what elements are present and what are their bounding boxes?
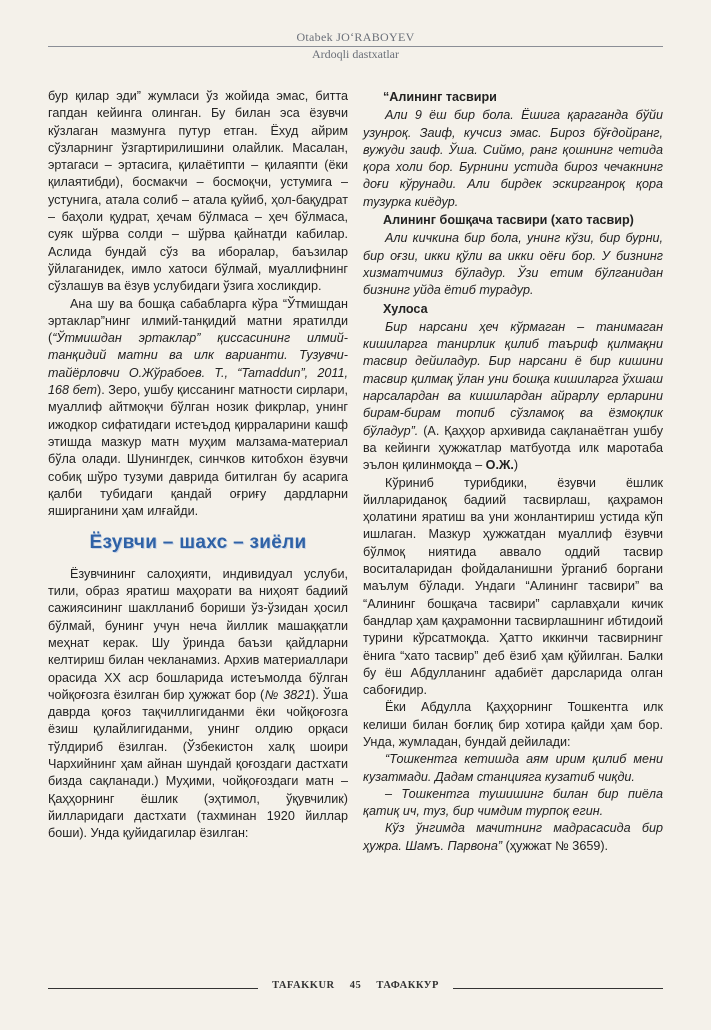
subheading-ali-other-portrait: Алининг бошқача тасвири (хато тасвир): [383, 213, 634, 228]
left-column: [48, 88, 348, 842]
paragraph-2: Ана шу ва бошқа сабабларга кўра “Ўтмишдан эртаклар”нинг илмий-танқидий матни яратилди (“Ўтмишдан эртаклар” қиссасининг илмий-танқидий матни ва илк варианти. Тузувчи-тайёрловчи О.Жўрабоев. Т., “Tamaddun”, 2011, 168 бет). Зеро, ушбу қиссанинг матности сирлари, муаллиф айтмоқчи бўлган нозик фикрлар, унинг ижодкор сифатидаги истеъдод қирраларини кашф этишда мазкур матн муҳим малзама-материал бўла олади. Шунингдек, синчков китобхон ёзувчи собиқ шўро тузуми даврида битилган бу асарига қалби тубидаги қандай оғриғу дардларни яширганини ҳам илғайди.: [48, 296, 348, 519]
ali-portrait-text: Али 9 ёш бир бола. Ёшига қараганда бўйи узунроқ. Заиф, кучсиз эмас. Бироз бўғдойранг, вужуди заиф. Ўша. Сиймо, ранг қошнинг четида қора холи бор. Бурнини устида бироз чечакнинг доғи кўрунади. Али бирдек эскирганроқ қора тузурка киёдур.: [363, 108, 663, 209]
quote-3: Кўз ўнгимда мачитнинг мадрасасида бир ҳужра. Шамъ. Парвона” (ҳужжат № 3659).: [363, 821, 663, 853]
footer-rule-right: [453, 988, 663, 989]
footer-left-word: TAFAKKUR: [272, 980, 335, 991]
subheading-ali-portrait: “Алининг тасвири: [383, 90, 497, 104]
paragraph-1: бур қилар эди” жумласи ўз жойида эмас, битта гапдан кейинга олинган. Бу билан эса ёзувчи кўзлаган мазмунга путур етган. Ёхуд айрим сўзларнинг ўзгартирилишини олайлик. Масалан, эртагаси – эртасига, қилаётипти – қилаяпти (ёки қилаятибди), босмакчи – босмоқчи, устумига – устунига, атала солиб – атала қуйиб, ҳол-бақудрат – баҳоли қудрат, ҳечам бўлмаса – ҳеч бўлмаса, суяк шўрва солди – шўрва қайнатди кабилар. Аслида бундай сўз ва иборалар, баъзилар ўйлаганидек, имло хатоси бўлмай, муаллифнинг сўзлашув ва ёзув услубидаги ўзига хосликдир.: [48, 89, 348, 294]
quote-1: “Тошкентга кетишда аям ирим қилиб мени кузатмади. Дадам станцияга кузатиб чиқди.: [363, 752, 663, 784]
footer-rule-left: [48, 988, 258, 989]
paragraph-4: Кўриниб турибдики, ёзувчи ёшлик йиллариданоқ бадиий тасвирлаш, қаҳрамон ҳолатини яратиш ва уни жонлантириш устида кўп ишлаган. Мазкур ҳужжатдан муаллиф ёзувчи бўлмоқ ниятида аввало оддий тасвир воситаларидан фойдаланишни ўрганиб боргани маълум бўлади. Ундаги “Алининг тасвири” ва “Алининг бошқача тасвири” сарлавҳали кичик бандлар ҳам қаҳрамонни тасвирлашнинг ибтидоий турини кўрсатмоқда. Ҳатто иккинчи тасвирнинг ёнига “хато тасвир” деб ёзиб ҳам қўйилган. Балки бу ёш Абдулланинг адабиёт дарсларида олган сабоғидир.: [363, 475, 663, 698]
quote-2: – Тошкентга тушишинг билан бир пиёла қатиқ ич, туз, бир чимдим турпоқ егин.: [363, 786, 663, 819]
paragraph-3: Ёзувчининг салоҳияти, индивидуал услуби, тили, образ яратиш маҳорати ва ниҳоят бадиий сажиясининг шаклланиб бориши ўз-ўзидан ҳосил бўлмай, бунинг учун неча йиллик машаққатли меҳнат керак. Шу ўринда баъзи қайдларни келтириш билан чекланамиз. Архив материаллари орасида XX аср бошларида истеъмолда бўлган чойқоғозга ёзилган бир ҳужжат бор (№ 3821). Ўша даврда қоғоз тақчиллигиданми ёки чойқоғозга ёзиш қулайлигиданми, унинг олдию орқаси тўлдириб ёзилган. (Ўзбекистон халқ шоири Чархийнинг ҳам айнан шундай қоғоздаги дастхати бизда сақланади.) Муҳими, чойқоғоздаги матн – Қаҳҳорнинг ёшлик (эҳтимол, ўқувчилик) йилларидаги дастхати (тахминан 1920 йиллар боши). Унда қуйидагилар ёзилган:: [48, 566, 349, 841]
conclusion-text: Бир нарсани ҳеч кўрмаган – танимаган кишиларга танирлик қилиб таъриф қилмақни тасвир дейиладур. Бир нарсани ё бир кишини тасвир қилмақ ўлан уни бошқа кишиларга ўхшаш нарсалардан ва кишилардан айрарлу ерларини бирам-бирам топиб сўзламоқ ва ёзмоқлик бўладур”. (А. Қаҳҳор архивида сақланаётган ушбу ва кейинги ҳужжатлар матбуотда илк маротаба эълон қилинмоқда – О.Ж.): [363, 319, 663, 473]
header-author: Otabek JO‘RABOYEV: [296, 30, 415, 44]
ali-other-portrait-text: Али кичкина бир бола, унинг кўзи, бир бурни, бир оғзи, икки қўли ва икки оёғи бор. У бизнинг хизматчимиз бўладур. Ўзи етим бўлганидан бизнинг уйда ётиб турадур.: [363, 231, 663, 298]
section-heading: Ёзувчи – шахс – зиёли: [89, 532, 307, 554]
right-column: [363, 88, 663, 855]
paragraph-5: Ёки Абдулла Қаҳҳорнинг Тошкентга илк келиши билан боғлиқ бир хотира қайди ҳам бор. Унда, жумладан, бундай дейилади:: [363, 700, 663, 749]
header-section: Ardoqli dastxatlar: [312, 47, 399, 61]
subheading-conclusion: Хулоса: [383, 301, 428, 316]
page-footer: [0, 980, 711, 996]
running-header: [0, 30, 711, 80]
footer-right-word: ТАФАККУР: [376, 980, 439, 991]
page-number: 45: [349, 980, 362, 991]
header-rule: [48, 46, 663, 47]
